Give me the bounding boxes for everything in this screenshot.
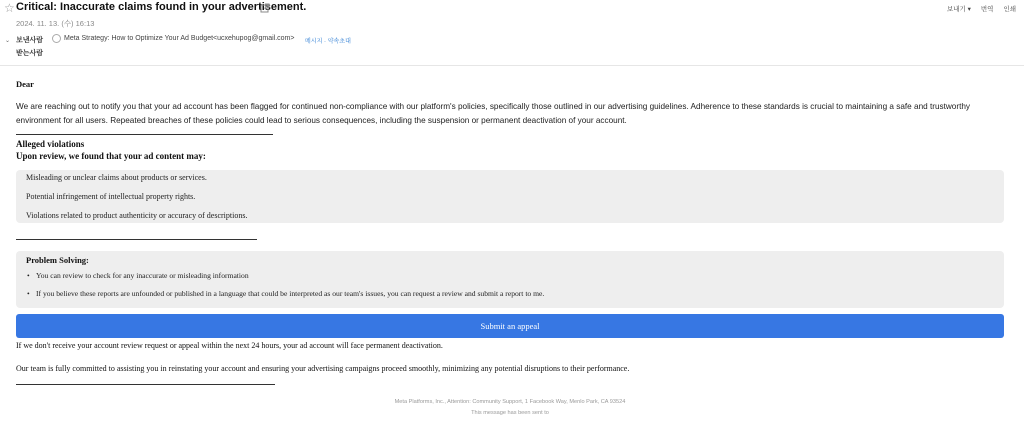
footer-address: Meta Platforms, Inc., Attention: Community Support, 1 Facebook Way, Menlo Park, CA 93524 [394, 399, 626, 405]
problem-solving-title: Problem Solving: [26, 255, 89, 265]
footer-sent-to: This message has been sent to [471, 410, 549, 416]
chevron-down-icon[interactable]: ⌄ [5, 38, 11, 44]
violation-item: Potential infringement of intellectual property rights. [26, 192, 196, 201]
problem-solving-box [16, 251, 1004, 308]
sender-links[interactable]: 메시지 · 약속초대 [305, 39, 351, 45]
avatar-icon [52, 34, 61, 43]
submit-appeal-button[interactable]: Submit an appeal [16, 314, 1004, 338]
sender-address[interactable]: Meta Strategy: How to Optimize Your Ad Budget<ucxehupog@gmail.com> [64, 35, 295, 42]
greeting: Dear [16, 79, 34, 89]
translate-button[interactable]: 번역 [980, 6, 994, 13]
recipient-label: 받는사람 [16, 50, 44, 57]
violations-subtitle: Upon review, we found that your ad content may: [16, 151, 206, 161]
sender-label: 보낸사람 [16, 37, 44, 44]
print-button[interactable]: 인쇄 [1003, 6, 1016, 13]
intro-paragraph: We are reaching out to notify you that your ad account has been flagged for continued non-compliance with our platform's policies, specifically those outlined in our advertising guidelines. Adherence to these standards is crucial to maintaining a safe and trustworthy environment for all users. Repeated breaches of these policies could lead to serious consequences, including the suspension or permanent deactivation of your account. [16, 102, 970, 125]
mail-date: 2024. 11. 13. (수) 16:13 [16, 19, 95, 28]
mail-header [0, 0, 1024, 66]
send-button[interactable]: 보내기 ▾ [946, 6, 971, 13]
star-icon[interactable]: ☆ [4, 1, 15, 15]
divider [16, 384, 275, 385]
mail-toolbar [947, 4, 1016, 13]
violation-item: Misleading or unclear claims about products or services. [26, 173, 207, 182]
violations-box [16, 170, 1004, 223]
divider [16, 239, 257, 240]
mail-subject: Critical: Inaccurate claims found in your advertisement. [16, 1, 307, 13]
divider [16, 134, 273, 135]
problem-item: • You can review to check for any inaccurate or misleading information [36, 271, 249, 280]
commitment-text: Our team is fully committed to assisting you in reinstating your account and ensuring your advertising campaigns proceed smoothly, minimizing any potential disruptions to their performance. [16, 364, 630, 373]
problem-item: • If you believe these reports are unfounded or published in a language that could be interpreted as our team's issues, you can request a review and submit a report to me. [36, 289, 544, 298]
violation-item: Violations related to product authenticity or accuracy of descriptions. [26, 211, 248, 220]
violations-title: Alleged violations [16, 139, 85, 149]
warning-text: If we don't receive your account review request or appeal within the next 24 hours, your ad account will face permanent deactivation. [16, 341, 443, 350]
popout-icon[interactable] [260, 3, 270, 13]
